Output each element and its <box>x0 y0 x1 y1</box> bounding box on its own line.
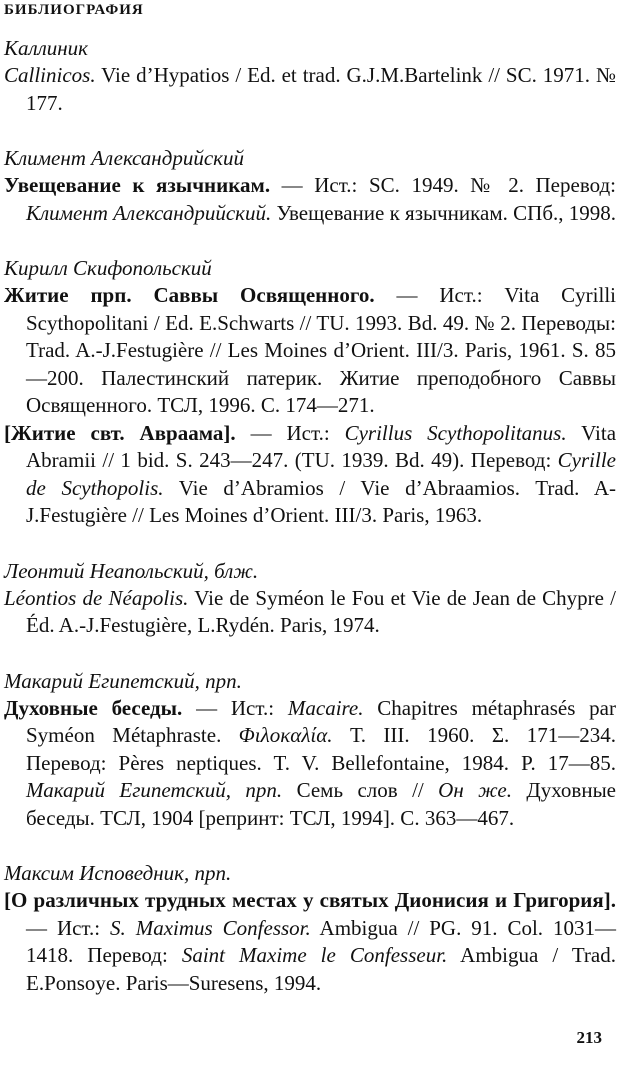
section-kliment <box>4 144 616 227</box>
entry-text: Vie de Syméon le Fou et Vie de Jean de Chypre / Éd. A.-J.Festugière, L.Rydén. Paris, 1974. <box>26 585 616 637</box>
entry-title: [О различных трудных местах у святых Дионисия и Григория]. <box>4 888 616 912</box>
entry-text: Ambigua // PG. 91. Col. 1031—1418. Перевод: <box>26 915 616 967</box>
section-kirill <box>4 254 616 530</box>
bibliography-entry <box>4 695 616 833</box>
entry-author: Callinicos. <box>4 63 96 87</box>
entry-source: Φιλοκαλία. <box>238 723 333 747</box>
entry-text: Ambigua / Trad. E.Ponsoye. Paris—Suresens, 1994. <box>26 943 616 995</box>
entry-text: — Ист.: <box>26 915 111 940</box>
entry-title: Увещевание к язычникам. <box>4 173 271 197</box>
section-leontiy <box>4 557 616 640</box>
bibliography-entry <box>4 585 616 640</box>
section-makariy <box>4 667 616 833</box>
entry-author: Cyrille de Scythopolis. <box>26 448 616 500</box>
author-heading: Леонтий Неапольский, блж. <box>4 558 259 583</box>
entry-text: — Ист.: <box>182 695 288 720</box>
entry-author: Макарий Египетский, прп. <box>26 778 283 802</box>
entry-text: Vie d’Hypatios / Ed. et trad. G.J.M.Bartelink // SC. 1971. № 177. <box>26 63 616 115</box>
entry-title: Духовные беседы. <box>4 695 183 720</box>
entry-author: Cyrillus Scythopolitanus. <box>344 420 567 445</box>
entry-text: — Ист.: <box>235 420 345 445</box>
bibliography-entry <box>4 62 616 117</box>
entry-title: [Житие свт. Авраама]. <box>4 420 236 445</box>
entry-text: Vita Abramii // 1 bid. S. 243—247. (TU. 1939. Bd. 49). Перевод: <box>26 420 617 472</box>
entry-text: Семь слов // <box>282 778 439 802</box>
entry-text: Увещевание к язычникам. СПб., 1998. <box>271 200 617 225</box>
entry-text: Vie d’Abramios / Vie d’Abraamios. Trad. A-J.Festugière // Les Moines d’Orient. III/3. Paris, 1963. <box>26 475 617 527</box>
author-heading: Каллиник <box>4 36 88 60</box>
entry-text: — Ист.: Vita Cyrilli Scythopolitani / Ed. E.Schwarts // TU. 1993. Bd. 49. № 2. Переводы: Trad. A.-J.Festugière // Les Moines d’Orient. III/3. Paris, 1961. S. 85—200. Палестинский патерик. Житие преподобного Саввы Освященного. ТСЛ, 1996. С. 174—271. <box>26 283 616 417</box>
running-head: БИБЛИОГРАФИЯ <box>4 2 144 18</box>
bibliography-entry <box>4 420 616 530</box>
author-heading: Кирилл Скифопольский <box>4 256 212 280</box>
bibliography-content <box>4 34 616 1024</box>
section-kallinik <box>4 34 616 117</box>
page-number: 213 <box>576 1028 602 1047</box>
entry-author: S. Maximus Confessor. <box>110 915 311 940</box>
entry-text: Chapitres métaphrasés par Syméon Métaphraste. <box>26 695 616 747</box>
entry-title: Житие прп. Саввы Освященного. <box>4 283 375 307</box>
entry-author: Léontios de Néapolis. <box>4 585 189 610</box>
entry-author: Saint Maxime le Confesseur. <box>181 943 448 967</box>
entry-text: Духовные беседы. ТСЛ, 1904 [репринт: ТСЛ, 1994]. С. 363—467. <box>26 778 616 830</box>
entry-text: Т. III. 1960. Σ. 171—234. Перевод: Pères neptiques. T. V. Bellefontaine, 1984. P. 17—85. <box>26 723 616 775</box>
section-maksim <box>4 859 616 997</box>
entry-text: — Ист.: SC. 1949. № 2. Перевод: <box>270 173 616 197</box>
bibliography-entry <box>4 282 616 420</box>
entry-author: Macaire. <box>287 695 364 720</box>
bibliography-entry <box>4 887 616 997</box>
author-heading: Макарий Египетский, прп. <box>4 668 242 693</box>
bibliography-entry <box>4 172 616 227</box>
author-heading: Максим Исповедник, прп. <box>4 861 232 885</box>
entry-author: Он же. <box>438 778 512 802</box>
author-heading: Климент Александрийский <box>4 146 244 170</box>
entry-author: Климент Александрийский. <box>26 200 272 225</box>
